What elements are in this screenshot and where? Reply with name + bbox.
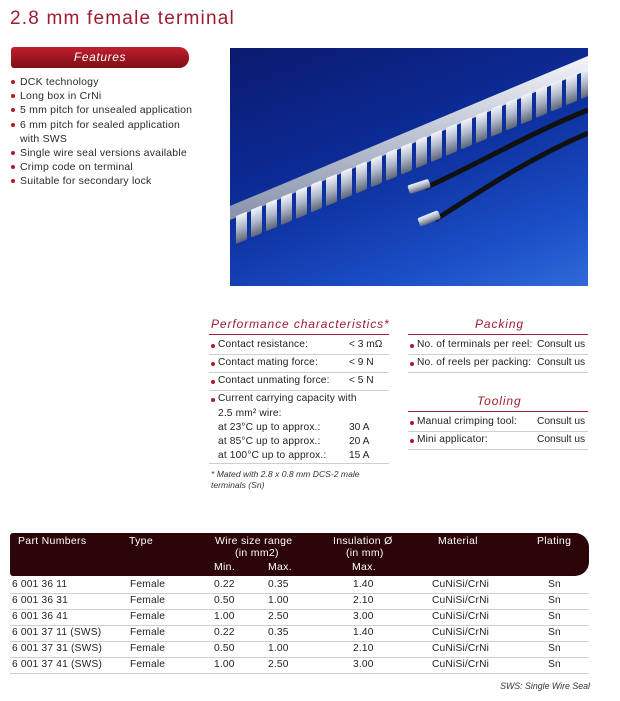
- cell-part-number: 6 001 37 41 (SWS): [12, 659, 103, 670]
- cell-plating: Sn: [548, 595, 561, 606]
- bullet-icon: [410, 344, 414, 348]
- cell-wire-min: 0.22: [214, 627, 235, 638]
- col-insulation-unit: (in mm): [346, 547, 384, 559]
- cell-insulation: 2.10: [353, 595, 374, 606]
- col-part-numbers: Part Numbers: [18, 535, 87, 547]
- feature-item: Crimp code on terminal: [11, 160, 201, 174]
- row-divider: [408, 354, 588, 355]
- cell-material: CuNiSi/CrNi: [432, 659, 490, 670]
- cell-wire-min: 0.22: [214, 579, 235, 590]
- cell-type: Female: [130, 643, 166, 654]
- terminal-shape: [446, 123, 457, 155]
- row-divider: [209, 354, 389, 355]
- bullet-icon: [410, 439, 414, 443]
- terminal-shape: [431, 130, 442, 162]
- terminal-strip-illustration: [230, 48, 588, 286]
- cell-plating: Sn: [548, 579, 561, 590]
- col-wire-size: Wire size range: [215, 535, 293, 547]
- cell-wire-max: 0.35: [268, 627, 289, 638]
- cell-plating: Sn: [548, 627, 561, 638]
- cell-insulation: 3.00: [353, 611, 374, 622]
- cell-wire-min: 0.50: [214, 595, 235, 606]
- terminal-shape: [536, 86, 547, 118]
- current-85c-value: 20 A: [349, 436, 370, 447]
- bullet-icon: [211, 344, 215, 348]
- terminal-shape: [326, 174, 337, 206]
- terminal-shape: [251, 205, 262, 237]
- col-material: Material: [438, 535, 478, 547]
- row-divider: [10, 593, 589, 594]
- cell-material: CuNiSi/CrNi: [432, 627, 490, 638]
- cell-wire-min: 0.50: [214, 643, 235, 654]
- cell-type: Female: [130, 627, 166, 638]
- terminal-shape: [296, 186, 307, 218]
- col-plating: Plating: [537, 535, 572, 547]
- feature-item: Long box in CrNi: [11, 89, 201, 103]
- row-divider: [10, 625, 589, 626]
- terminal-shape: [266, 199, 277, 231]
- terminal-shape: [311, 180, 322, 212]
- bullet-icon: [211, 362, 215, 366]
- contact-resistance-value: < 3 mΩ: [349, 339, 383, 350]
- cell-material: CuNiSi/CrNi: [432, 579, 490, 590]
- cell-type: Female: [130, 595, 166, 606]
- col-insulation: Insulation Ø: [333, 535, 393, 547]
- performance-title: Performance characteristics*: [211, 317, 390, 331]
- terminal-shape: [386, 149, 397, 181]
- terminals-per-reel-label: No. of terminals per reel:: [417, 339, 533, 350]
- bullet-icon: [410, 362, 414, 366]
- terminal-shape: [551, 79, 562, 111]
- row-divider: [209, 372, 389, 373]
- cell-wire-min: 1.00: [214, 659, 235, 670]
- cell-type: Female: [130, 611, 166, 622]
- bullet-icon: [211, 380, 215, 384]
- cell-part-number: 6 001 36 41: [12, 611, 69, 622]
- col-type: Type: [129, 535, 153, 547]
- terminal-shape: [506, 98, 517, 130]
- packing-title: Packing: [475, 317, 524, 331]
- current-85c-label: at 85°C up to approx.:: [218, 436, 321, 447]
- current-capacity-label: Current carrying capacity with: [218, 393, 357, 404]
- cell-wire-min: 1.00: [214, 611, 235, 622]
- row-divider: [408, 372, 588, 373]
- current-100c-value: 15 A: [349, 450, 370, 461]
- cell-wire-max: 2.50: [268, 659, 289, 670]
- contact-resistance-label: Contact resistance:: [218, 339, 309, 350]
- cell-wire-max: 0.35: [268, 579, 289, 590]
- row-divider: [10, 673, 589, 674]
- cell-wire-max: 1.00: [268, 595, 289, 606]
- contact-unmating-force-value: < 5 N: [349, 375, 374, 386]
- cell-plating: Sn: [548, 659, 561, 670]
- cell-type: Female: [130, 659, 166, 670]
- cell-part-number: 6 001 36 11: [12, 579, 68, 590]
- terminal-shape: [416, 136, 427, 168]
- cell-part-number: 6 001 36 31: [12, 595, 69, 606]
- sws-note: SWS: Single Wire Seal: [500, 681, 590, 691]
- terminal-shape: [521, 92, 532, 124]
- row-divider: [10, 609, 589, 610]
- contact-mating-force-label: Contact mating force:: [218, 357, 318, 368]
- cell-plating: Sn: [548, 611, 561, 622]
- current-23c-label: at 23°C up to approx.:: [218, 422, 321, 433]
- cell-material: CuNiSi/CrNi: [432, 611, 490, 622]
- cell-part-number: 6 001 37 11 (SWS): [12, 627, 102, 638]
- mini-applicator-label: Mini applicator:: [417, 434, 488, 445]
- feature-item: DCK technology: [11, 75, 201, 89]
- terminal-shape: [371, 155, 382, 187]
- col-max: Max.: [268, 561, 292, 573]
- reels-per-packing-value: Consult us: [537, 357, 586, 368]
- row-divider: [408, 449, 588, 450]
- tooling-rule: [408, 411, 588, 412]
- cell-insulation: 1.40: [353, 579, 374, 590]
- reels-per-packing-label: No. of reels per packing:: [417, 357, 532, 368]
- performance-rule: [209, 334, 389, 335]
- features-header: Features: [11, 47, 189, 68]
- terminal-shape: [461, 117, 472, 149]
- features-list: [11, 75, 201, 189]
- contact-mating-force-value: < 9 N: [349, 357, 374, 368]
- feature-item: 6 mm pitch for sealed application with SWS: [11, 118, 201, 146]
- cell-wire-max: 2.50: [268, 611, 289, 622]
- terminal-shape: [566, 73, 577, 105]
- terminal-shape: [281, 193, 292, 225]
- table-header: [10, 533, 589, 576]
- row-divider: [209, 463, 389, 464]
- row-divider: [10, 641, 589, 642]
- mini-applicator-value: Consult us: [537, 434, 586, 445]
- current-23c-value: 30 A: [349, 422, 370, 433]
- terminal-shape: [491, 104, 502, 136]
- manual-crimping-tool-label: Manual crimping tool:: [417, 416, 517, 427]
- bullet-icon: [211, 398, 215, 402]
- current-capacity-wire: 2.5 mm² wire:: [218, 408, 282, 419]
- feature-item: 5 mm pitch for unsealed application: [11, 103, 201, 117]
- cell-material: CuNiSi/CrNi: [432, 595, 490, 606]
- cell-wire-max: 1.00: [268, 643, 289, 654]
- current-100c-label: at 100°C up to approx.:: [218, 450, 327, 461]
- tooling-title: Tooling: [477, 394, 522, 408]
- product-photo: [230, 48, 588, 286]
- cell-part-number: 6 001 37 31 (SWS): [12, 643, 103, 654]
- col-wire-size-unit: (in mm2): [235, 547, 279, 559]
- bullet-icon: [410, 421, 414, 425]
- col-insulation-max: Max.: [352, 561, 376, 573]
- cell-type: Female: [130, 579, 166, 590]
- row-divider: [209, 390, 389, 391]
- performance-footnote: * Mated with 2.8 x 0.8 mm DCS-2 male terminals (Sn): [211, 469, 360, 490]
- cell-insulation: 1.40: [353, 627, 374, 638]
- terminals-per-reel-value: Consult us: [537, 339, 586, 350]
- terminal-shape: [356, 161, 367, 193]
- packing-rule: [408, 334, 588, 335]
- manual-crimping-tool-value: Consult us: [537, 416, 586, 427]
- terminal-shape: [401, 142, 412, 174]
- terminal-shape: [236, 212, 247, 244]
- contact-unmating-force-label: Contact unmating force:: [218, 375, 330, 386]
- terminal-shape: [581, 67, 588, 99]
- cell-insulation: 2.10: [353, 643, 374, 654]
- feature-item: Single wire seal versions available: [11, 146, 201, 160]
- terminal-shape: [341, 167, 352, 199]
- row-divider: [10, 657, 589, 658]
- page-title: 2.8 mm female terminal: [10, 8, 235, 29]
- cell-material: CuNiSi/CrNi: [432, 643, 490, 654]
- cell-plating: Sn: [548, 643, 561, 654]
- row-divider: [408, 431, 588, 432]
- feature-item: Suitable for secondary lock: [11, 174, 201, 188]
- col-min: Min.: [214, 561, 236, 573]
- terminal-shape: [476, 111, 487, 143]
- cell-insulation: 3.00: [353, 659, 374, 670]
